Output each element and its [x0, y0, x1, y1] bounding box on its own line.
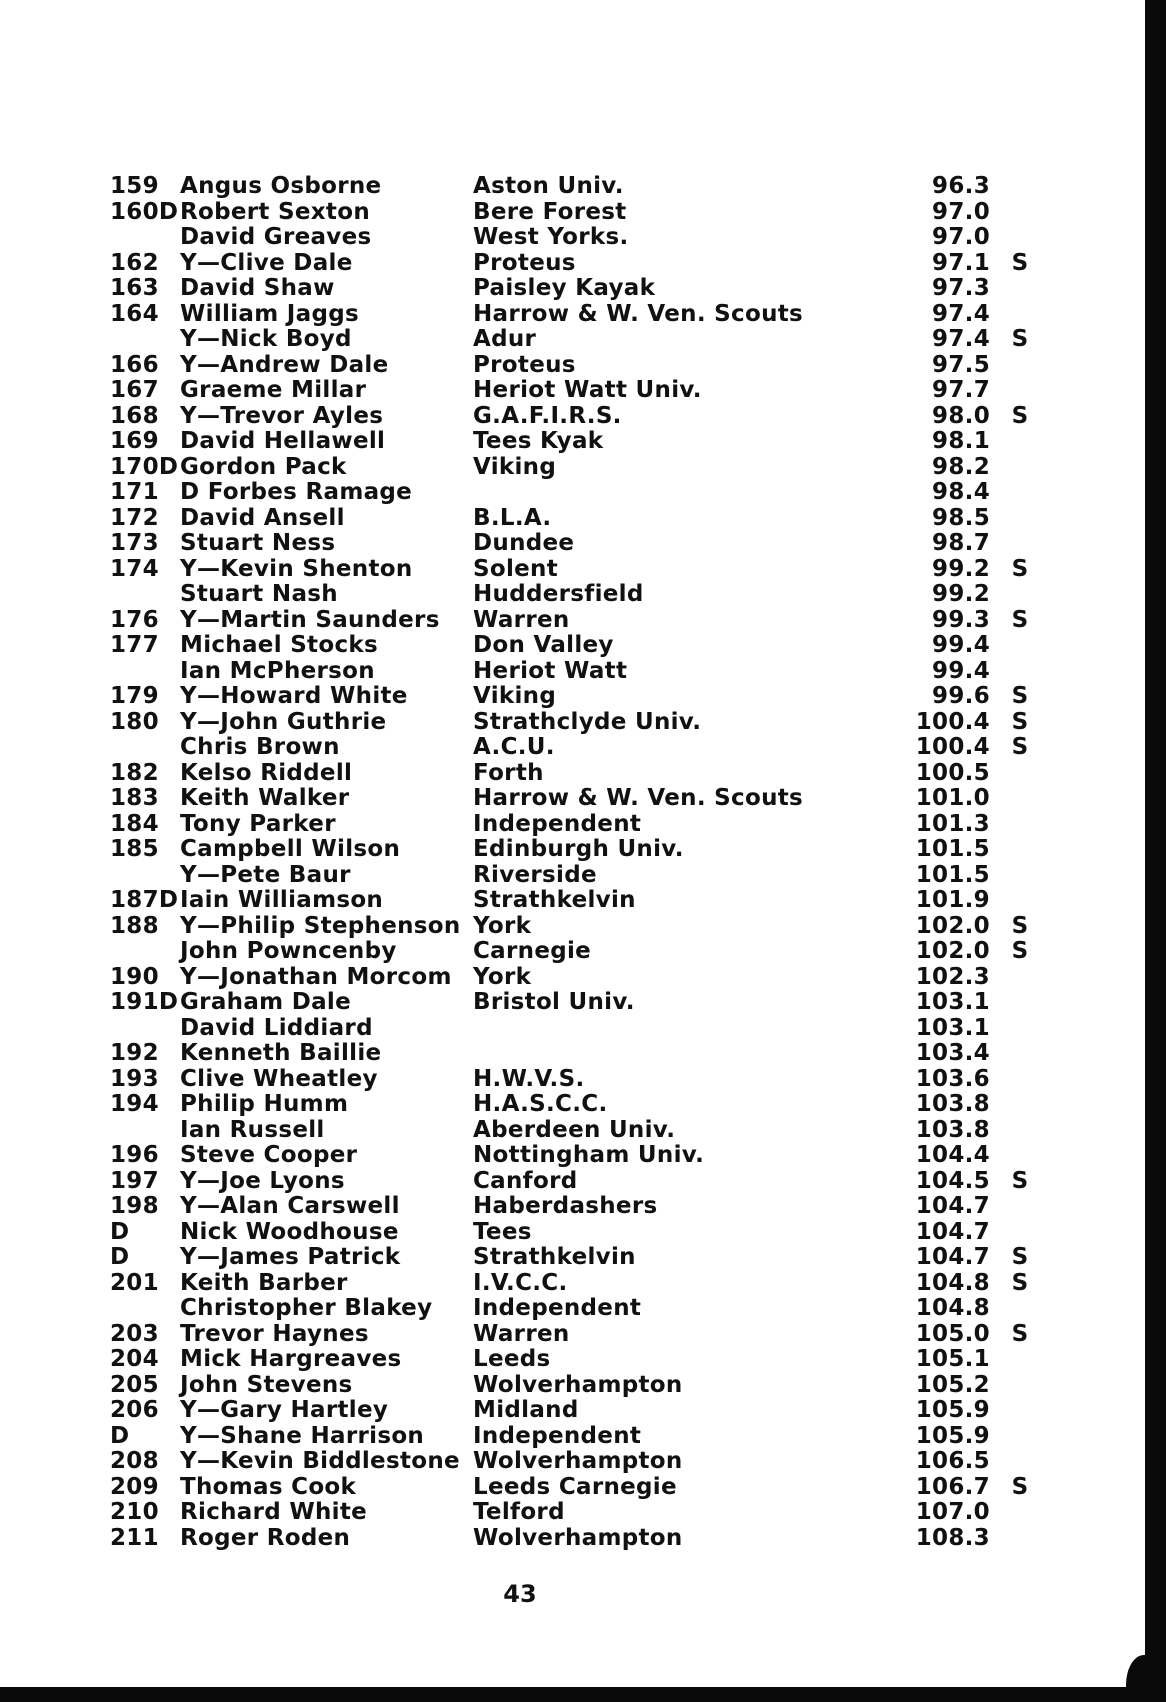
result-time: 107.0	[915, 1499, 990, 1525]
club-name: Harrow & W. Ven. Scouts	[473, 785, 804, 811]
result-row	[110, 1449, 1060, 1475]
result-row	[110, 557, 1060, 583]
club-name: Viking	[473, 683, 557, 709]
competitor-name: Stuart Ness	[180, 530, 336, 556]
club-name: West Yorks.	[473, 224, 629, 250]
result-time: 98.7	[932, 530, 990, 556]
competitor-name: John Powncenby	[180, 938, 397, 964]
result-flag: S	[1011, 938, 1029, 964]
result-time: 102.3	[915, 963, 990, 990]
result-position: 179	[110, 683, 159, 709]
result-position: 162	[110, 249, 159, 276]
club-name: Harrow & W. Ven. Scouts	[473, 300, 804, 327]
result-flag: S	[1011, 708, 1029, 735]
result-row	[110, 659, 1060, 685]
result-position: 201	[110, 1269, 159, 1296]
club-name: Warren	[473, 606, 570, 633]
competitor-name: William Jaggs	[180, 300, 359, 327]
club-name: B.L.A.	[473, 504, 552, 531]
competitor-name: Thomas Cook	[180, 1473, 357, 1500]
result-position: 159	[110, 173, 159, 199]
result-position: 193	[110, 1065, 159, 1092]
result-time: 99.3	[932, 606, 990, 633]
result-time: 101.9	[915, 887, 990, 913]
competitor-name: John Stevens	[180, 1371, 353, 1398]
competitor-name: Y—Shane Harrison	[180, 1422, 425, 1449]
result-row	[110, 327, 1060, 353]
result-position: 173	[110, 530, 159, 556]
result-position: 206	[110, 1397, 159, 1423]
result-flag: S	[1011, 249, 1029, 276]
competitor-name: Y—Clive Dale	[180, 249, 353, 276]
result-time: 103.4	[915, 1040, 990, 1066]
result-row	[110, 761, 1060, 787]
result-position: 204	[110, 1346, 159, 1372]
result-time: 99.4	[932, 657, 990, 684]
club-name: Carnegie	[473, 938, 592, 964]
club-name: Riverside	[473, 861, 597, 888]
result-row	[110, 1500, 1060, 1526]
club-name: Solent	[473, 555, 559, 582]
result-position: 176	[110, 606, 159, 633]
result-time: 104.7	[915, 1244, 990, 1270]
result-time: 104.8	[915, 1269, 990, 1296]
result-row	[110, 863, 1060, 889]
result-time: 104.8	[915, 1295, 990, 1321]
competitor-name: Y—Alan Carswell	[180, 1193, 400, 1219]
result-time: 104.7	[915, 1218, 990, 1245]
result-flag: S	[1011, 912, 1029, 939]
result-row	[110, 276, 1060, 302]
club-name: Haberdashers	[473, 1193, 658, 1219]
page-frame-bottom	[0, 1687, 1166, 1702]
result-time: 103.1	[915, 1014, 990, 1041]
competitor-name: David Ansell	[180, 504, 345, 531]
competitor-name: Graeme Millar	[180, 377, 367, 403]
result-position: 185	[110, 836, 159, 862]
result-time: 97.3	[932, 275, 990, 301]
result-position: 169	[110, 428, 159, 454]
competitor-name: Ian McPherson	[180, 657, 375, 684]
competitor-name: Keith Barber	[180, 1269, 348, 1296]
result-row	[110, 506, 1060, 532]
result-row	[110, 1194, 1060, 1220]
page-number: 43	[503, 1580, 537, 1608]
result-time: 99.6	[932, 683, 990, 709]
club-name: G.A.F.I.R.S.	[473, 402, 622, 429]
competitor-name: Iain Williamson	[180, 887, 384, 913]
result-time: 97.1	[932, 249, 990, 276]
result-row	[110, 1169, 1060, 1195]
competitor-name: Steve Cooper	[180, 1142, 358, 1168]
result-row	[110, 225, 1060, 251]
club-name: Strathclyde Univ.	[473, 708, 702, 735]
competitor-name: David Liddiard	[180, 1014, 373, 1041]
result-row	[110, 914, 1060, 940]
competitor-name: Y—Andrew Dale	[180, 351, 389, 378]
club-name: Warren	[473, 1320, 570, 1347]
result-position: 210	[110, 1499, 159, 1525]
result-time: 97.5	[932, 351, 990, 378]
result-position: 160D	[110, 198, 179, 225]
competitor-name: Christopher Blakey	[180, 1295, 433, 1321]
results-list	[110, 174, 1060, 1551]
competitor-name: David Greaves	[180, 224, 372, 250]
competitor-name: Y—Kevin Biddlestone	[180, 1448, 460, 1474]
result-row	[110, 455, 1060, 481]
competitor-name: Y—James Patrick	[180, 1244, 401, 1270]
competitor-name: Y—Martin Saunders	[180, 606, 440, 633]
result-position: 170D	[110, 453, 179, 480]
competitor-name: Gordon Pack	[180, 453, 347, 480]
result-time: 108.3	[915, 1524, 990, 1551]
club-name: Wolverhampton	[473, 1448, 683, 1474]
result-position: 192	[110, 1040, 159, 1066]
competitor-name: Michael Stocks	[180, 632, 378, 658]
club-name: Adur	[473, 326, 537, 352]
result-position: 168	[110, 402, 159, 429]
result-position: 211	[110, 1524, 159, 1551]
club-name: Proteus	[473, 249, 576, 276]
club-name: Telford	[473, 1499, 565, 1525]
result-time: 103.8	[915, 1091, 990, 1117]
result-position: D	[110, 1244, 130, 1270]
result-row	[110, 531, 1060, 557]
result-position: 191D	[110, 989, 179, 1015]
result-flag: S	[1011, 1320, 1029, 1347]
result-position: 190	[110, 963, 159, 990]
result-flag: S	[1011, 683, 1029, 709]
club-name: Midland	[473, 1397, 579, 1423]
result-time: 105.2	[915, 1371, 990, 1398]
result-time: 97.0	[932, 224, 990, 250]
competitor-name: Keith Walker	[180, 785, 350, 811]
club-name: Canford	[473, 1167, 578, 1194]
result-row	[110, 302, 1060, 328]
competitor-name: Graham Dale	[180, 989, 352, 1015]
competitor-name: Angus Osborne	[180, 173, 382, 199]
competitor-name: Roger Roden	[180, 1524, 351, 1551]
competitor-name: Trevor Haynes	[180, 1320, 369, 1347]
result-time: 101.5	[915, 836, 990, 862]
club-name: Leeds	[473, 1346, 551, 1372]
competitor-name: Clive Wheatley	[180, 1065, 378, 1092]
competitor-name: Philip Humm	[180, 1091, 349, 1117]
result-position: 171	[110, 479, 159, 505]
competitor-name: Y—Philip Stephenson	[180, 912, 461, 939]
result-row	[110, 404, 1060, 430]
competitor-name: Y—Trevor Ayles	[180, 402, 384, 429]
club-name: Bere Forest	[473, 198, 627, 225]
result-position: 182	[110, 759, 159, 786]
result-row	[110, 480, 1060, 506]
result-time: 106.7	[915, 1473, 990, 1500]
competitor-name: Nick Woodhouse	[180, 1218, 399, 1245]
result-time: 97.7	[932, 377, 990, 403]
club-name: A.C.U.	[473, 734, 555, 760]
club-name: Bristol Univ.	[473, 989, 635, 1015]
result-time: 104.4	[915, 1142, 990, 1168]
result-time: 98.4	[932, 479, 990, 505]
competitor-name: Y—Nick Boyd	[180, 326, 352, 352]
result-position: 172	[110, 504, 159, 531]
club-name: Forth	[473, 759, 544, 786]
result-flag: S	[1011, 1167, 1029, 1194]
result-time: 96.3	[932, 173, 990, 199]
result-time: 101.0	[915, 785, 990, 811]
club-name: Leeds Carnegie	[473, 1473, 677, 1500]
competitor-name: Kelso Riddell	[180, 759, 353, 786]
result-row	[110, 990, 1060, 1016]
result-flag: S	[1011, 1269, 1029, 1296]
club-name: Edinburgh Univ.	[473, 836, 684, 862]
result-position: 180	[110, 708, 159, 735]
competitor-name: Y—John Guthrie	[180, 708, 387, 735]
result-position: 177	[110, 632, 159, 658]
result-position: 194	[110, 1091, 159, 1117]
result-row	[110, 1424, 1060, 1450]
result-row	[110, 888, 1060, 914]
competitor-name: Y—Joe Lyons	[180, 1167, 345, 1194]
club-name: H.A.S.C.C.	[473, 1091, 608, 1117]
result-row	[110, 1475, 1060, 1501]
result-time: 100.5	[915, 759, 990, 786]
club-name: Don Valley	[473, 632, 614, 658]
result-row	[110, 1118, 1060, 1144]
result-row	[110, 786, 1060, 812]
result-flag: S	[1011, 326, 1029, 352]
result-flag: S	[1011, 402, 1029, 429]
club-name: Aberdeen Univ.	[473, 1116, 676, 1143]
result-time: 105.9	[915, 1397, 990, 1423]
result-row	[110, 965, 1060, 991]
competitor-name: Y—Jonathan Morcom	[180, 963, 452, 990]
club-name: Tees	[473, 1218, 532, 1245]
result-position: 197	[110, 1167, 159, 1194]
result-row	[110, 1526, 1060, 1552]
result-time: 100.4	[915, 734, 990, 760]
competitor-name: Stuart Nash	[180, 581, 338, 607]
club-name: Independent	[473, 810, 642, 837]
result-row	[110, 1092, 1060, 1118]
competitor-name: Y—Pete Baur	[180, 861, 351, 888]
result-row	[110, 939, 1060, 965]
result-time: 98.5	[932, 504, 990, 531]
competitor-name: Mick Hargreaves	[180, 1346, 402, 1372]
result-row	[110, 1322, 1060, 1348]
result-row	[110, 582, 1060, 608]
club-name: Aston Univ.	[473, 173, 624, 199]
result-row	[110, 1041, 1060, 1067]
result-row	[110, 1296, 1060, 1322]
result-position: 183	[110, 785, 159, 811]
result-position: D	[110, 1218, 130, 1245]
club-name: Independent	[473, 1295, 642, 1321]
result-flag: S	[1011, 606, 1029, 633]
club-name: Nottingham Univ.	[473, 1142, 705, 1168]
competitor-name: Y—Gary Hartley	[180, 1397, 389, 1423]
result-position: 167	[110, 377, 159, 403]
result-row	[110, 710, 1060, 736]
club-name: Wolverhampton	[473, 1371, 683, 1398]
result-row	[110, 633, 1060, 659]
result-flag: S	[1011, 734, 1029, 760]
club-name: I.V.C.C.	[473, 1269, 568, 1296]
result-time: 106.5	[915, 1448, 990, 1474]
result-time: 97.4	[932, 326, 990, 352]
result-row	[110, 353, 1060, 379]
page-frame-right	[1145, 0, 1166, 1702]
competitor-name: Y—Kevin Shenton	[180, 555, 413, 582]
club-name: H.W.V.S.	[473, 1065, 585, 1092]
result-position: D	[110, 1422, 130, 1449]
result-row	[110, 378, 1060, 404]
result-position: 198	[110, 1193, 159, 1219]
result-position: 208	[110, 1448, 159, 1474]
result-time: 105.1	[915, 1346, 990, 1372]
club-name: Heriot Watt	[473, 657, 628, 684]
club-name: Tees Kyak	[473, 428, 604, 454]
result-time: 104.5	[915, 1167, 990, 1194]
competitor-name: Y—Howard White	[180, 683, 408, 709]
result-time: 103.8	[915, 1116, 990, 1143]
result-row	[110, 1347, 1060, 1373]
competitor-name: David Shaw	[180, 275, 335, 301]
result-time: 102.0	[915, 912, 990, 939]
result-position: 187D	[110, 887, 179, 913]
result-flag: S	[1011, 1244, 1029, 1270]
result-time: 101.3	[915, 810, 990, 837]
club-name: Paisley Kayak	[473, 275, 656, 301]
result-time: 100.4	[915, 708, 990, 735]
competitor-name: Richard White	[180, 1499, 368, 1525]
result-time: 101.5	[915, 861, 990, 888]
club-name: Heriot Watt Univ.	[473, 377, 702, 403]
result-row	[110, 1143, 1060, 1169]
result-time: 98.0	[932, 402, 990, 429]
result-time: 103.1	[915, 989, 990, 1015]
result-row	[110, 1245, 1060, 1271]
result-position: 163	[110, 275, 159, 301]
result-position: 203	[110, 1320, 159, 1347]
result-position: 188	[110, 912, 159, 939]
result-position: 209	[110, 1473, 159, 1500]
result-time: 99.2	[932, 581, 990, 607]
result-position: 196	[110, 1142, 159, 1168]
result-row	[110, 837, 1060, 863]
result-time: 98.2	[932, 453, 990, 480]
result-position: 205	[110, 1371, 159, 1398]
result-position: 166	[110, 351, 159, 378]
result-time: 105.9	[915, 1422, 990, 1449]
club-name: Strathkelvin	[473, 887, 636, 913]
club-name: York	[473, 912, 532, 939]
club-name: Proteus	[473, 351, 576, 378]
result-row	[110, 174, 1060, 200]
result-time: 104.7	[915, 1193, 990, 1219]
club-name: Viking	[473, 453, 557, 480]
competitor-name: David Hellawell	[180, 428, 386, 454]
club-name: York	[473, 963, 532, 990]
result-time: 102.0	[915, 938, 990, 964]
competitor-name: Chris Brown	[180, 734, 340, 760]
result-row	[110, 429, 1060, 455]
result-position: 184	[110, 810, 159, 837]
result-flag: S	[1011, 1473, 1029, 1500]
competitor-name: Kenneth Baillie	[180, 1040, 382, 1066]
result-position: 174	[110, 555, 159, 582]
result-row	[110, 684, 1060, 710]
result-time: 103.6	[915, 1065, 990, 1092]
result-row	[110, 608, 1060, 634]
result-row	[110, 1271, 1060, 1297]
result-row	[110, 735, 1060, 761]
result-position: 164	[110, 300, 159, 327]
club-name: Independent	[473, 1422, 642, 1449]
result-time: 98.1	[932, 428, 990, 454]
result-row	[110, 1220, 1060, 1246]
result-row	[110, 1016, 1060, 1042]
competitor-name: Robert Sexton	[180, 198, 370, 225]
competitor-name: Tony Parker	[180, 810, 336, 837]
result-row	[110, 812, 1060, 838]
result-row	[110, 1067, 1060, 1093]
competitor-name: D Forbes Ramage	[180, 479, 413, 505]
result-time: 97.0	[932, 198, 990, 225]
competitor-name: Ian Russell	[180, 1116, 325, 1143]
result-time: 105.0	[915, 1320, 990, 1347]
result-flag: S	[1011, 555, 1029, 582]
result-row	[110, 251, 1060, 277]
result-time: 99.4	[932, 632, 990, 658]
result-time: 97.4	[932, 300, 990, 327]
club-name: Huddersfield	[473, 581, 644, 607]
club-name: Strathkelvin	[473, 1244, 636, 1270]
page-frame-corner	[1126, 1655, 1150, 1691]
club-name: Dundee	[473, 530, 575, 556]
result-row	[110, 1373, 1060, 1399]
club-name: Wolverhampton	[473, 1524, 683, 1551]
result-time: 99.2	[932, 555, 990, 582]
result-row	[110, 1398, 1060, 1424]
competitor-name: Campbell Wilson	[180, 836, 401, 862]
result-row	[110, 200, 1060, 226]
